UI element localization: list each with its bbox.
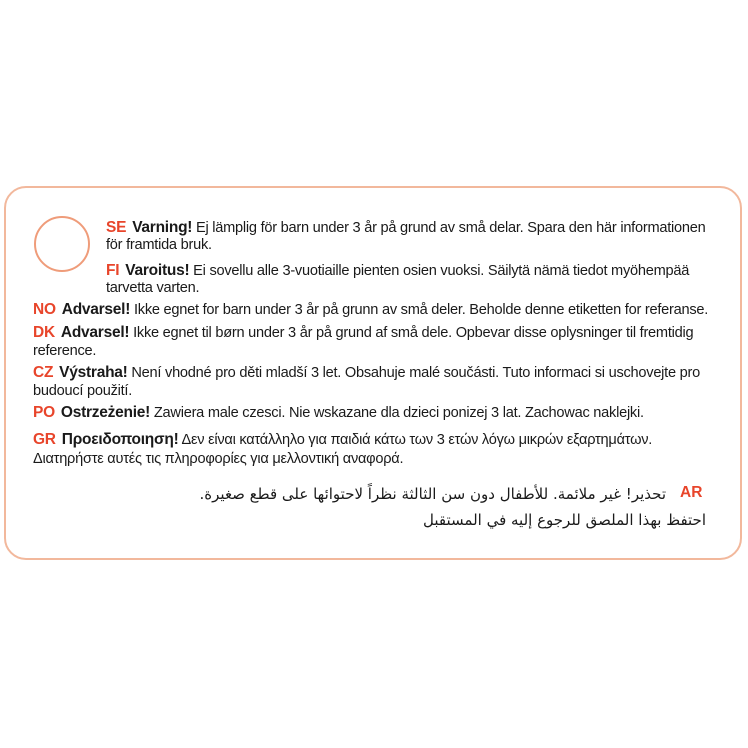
warning-dk-line1 <box>33 324 693 342</box>
lang-code-ar: AR <box>680 484 703 501</box>
warning-fi-line1 <box>106 262 689 280</box>
lang-code-dk: DK <box>33 324 55 341</box>
warning-gr-line1 <box>33 431 652 449</box>
circle-mark <box>34 216 90 272</box>
warning-se-line1 <box>106 219 706 237</box>
warning-dk-line2: reference. <box>33 343 97 359</box>
warning-dk-text: Ikke egnet til børn under 3 år på grund af små dele. Opbevar disse oplysninger til fremtidig <box>133 325 694 341</box>
warning-se-text: Ej lämplig för barn under 3 år på grund av små delar. Spara den här informationen <box>196 220 706 236</box>
warning-se-heading: Varning! <box>132 219 193 236</box>
warning-fi-text: Ei sovellu alle 3-vuotiaille pienten osien vuoksi. Säilytä nämä tiedot myöhempää <box>193 263 690 279</box>
warning-gr-text: Δεν είναι κατάλληλο για παιδιά κάτω των 3 ετών λόγω μικρών εξαρτημάτων. <box>181 432 653 448</box>
lang-code-se: SE <box>106 219 127 236</box>
warning-no-text: Ikke egnet for barn under 3 år på grunn av små deler. Beholde denne etiketten for referanse. <box>133 302 709 318</box>
warning-po-heading: Ostrzeżenie! <box>60 404 151 421</box>
warning-cz-line1 <box>33 364 700 382</box>
warning-gr-heading: Προειδοποιηση! <box>61 431 179 448</box>
warning-no-line1 <box>33 301 708 319</box>
warning-fi-heading: Varoitus! <box>125 262 190 279</box>
warning-cz-line2: budoucí použití. <box>33 383 133 399</box>
warning-dk-heading: Advarsel! <box>60 324 130 341</box>
warning-po-text: Zawiera male czesci. Nie wskazane dla dzieci ponizej 3 lat. Zachowac naklejki. <box>153 405 644 421</box>
lang-code-no: NO <box>33 301 56 318</box>
warning-fi-line2: tarvetta varten. <box>106 280 200 296</box>
warning-gr-line2: Διατηρήστε αυτές τις πληροφορίες για μελλοντική αναφορά. <box>33 451 404 467</box>
lang-code-cz: CZ <box>33 364 54 381</box>
warning-cz-text: Není vhodné pro děti mladší 3 let. Obsahuje malé součásti. Tuto informaci si uschovejte pro <box>131 365 700 381</box>
warning-po-line1 <box>33 404 644 422</box>
lang-code-fi: FI <box>106 262 120 279</box>
warning-ar-line2: احتفظ بهذا الملصق للرجوع إليه في المستقبل <box>423 511 706 529</box>
warning-no-heading: Advarsel! <box>61 301 131 318</box>
lang-code-po: PO <box>33 404 55 421</box>
lang-code-gr: GR <box>33 431 56 448</box>
warning-cz-heading: Výstraha! <box>59 364 128 381</box>
warning-ar-line1: تحذير! غير ملائمة. للأطفال دون سن الثالثة نظراً لاحتوائها على قطع صغيرة. <box>199 485 666 503</box>
warning-se-line2: för framtida bruk. <box>106 237 212 253</box>
